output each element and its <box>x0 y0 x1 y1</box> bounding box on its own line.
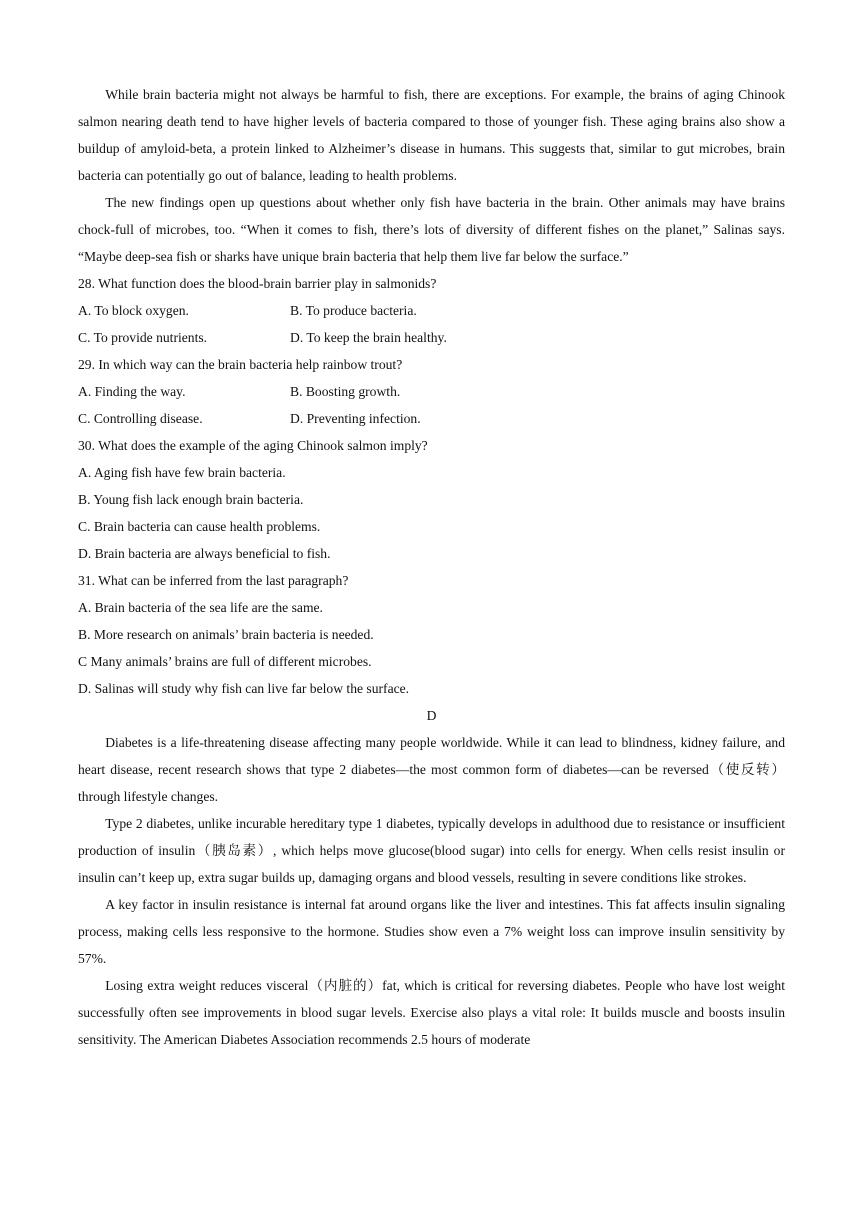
option-row <box>78 297 785 324</box>
option-d: D. Salinas will study why fish can live far below the surface. <box>78 681 410 696</box>
option-c: C. Brain bacteria can cause health problems. <box>78 519 321 534</box>
passage-c-paragraph-2: The new findings open up questions about whether only fish have bacteria in the brain. Other animals may have brains chock-full of microbes, too. “When it comes to fish, there’s lots of diversity of different fishes on the planet,” Salinas says. “Maybe deep-sea fish or sharks have unique brain bacteria that help them live far below the surface.” <box>78 195 785 264</box>
option-a: A. Aging fish have few brain bacteria. <box>78 465 286 480</box>
option-d: D. Preventing infection. <box>290 411 421 426</box>
question-stem: 30. What does the example of the aging Chinook salmon imply? <box>78 438 428 453</box>
document-page <box>78 81 785 1053</box>
option-row <box>78 378 785 405</box>
passage-d-paragraph-2: Type 2 diabetes, unlike incurable hereditary type 1 diabetes, typically develops in adulthood due to resistance or insufficient production of insulin（胰岛素）, which helps move glucose(blood sugar) into cells for energy. When cells resist insulin or insulin can’t keep up, extra sugar builds up, damaging organs and blood vessels, resulting in severe conditions like strokes. <box>78 816 785 885</box>
option-row <box>78 405 785 432</box>
question-stem: 31. What can be inferred from the last paragraph? <box>78 573 349 588</box>
question-31 <box>78 567 785 702</box>
section-heading-d: D <box>426 708 437 723</box>
option-row <box>78 324 785 351</box>
question-29 <box>78 351 785 432</box>
option-d: D. Brain bacteria are always beneficial to fish. <box>78 546 331 561</box>
question-stem: 28. What function does the blood-brain barrier play in salmonids? <box>78 276 437 291</box>
question-30 <box>78 432 785 567</box>
option-b: B. More research on animals’ brain bacteria is needed. <box>78 627 374 642</box>
passage-d-paragraph-3: A key factor in insulin resistance is internal fat around organs like the liver and intestines. This fat affects insulin signaling process, making cells less responsive to the hormone. Studies show even a 7% weight loss can improve insulin sensitivity by 57%. <box>78 897 785 966</box>
option-c: C Many animals’ brains are full of different microbes. <box>78 654 372 669</box>
question-28 <box>78 270 785 351</box>
option-c: C. To provide nutrients. <box>78 330 208 345</box>
option-a: A. To block oxygen. <box>78 303 189 318</box>
option-b: B. Boosting growth. <box>290 384 401 399</box>
option-b: B. Young fish lack enough brain bacteria. <box>78 492 304 507</box>
passage-d-paragraph-1: Diabetes is a life-threatening disease affecting many people worldwide. While it can lead to blindness, kidney failure, and heart disease, recent research shows that type 2 diabetes—the most common form of diabetes—can be reversed（使反转）through lifestyle changes. <box>78 735 785 804</box>
option-a: A. Finding the way. <box>78 384 186 399</box>
option-b: B. To produce bacteria. <box>290 303 417 318</box>
option-a: A. Brain bacteria of the sea life are the same. <box>78 600 323 615</box>
question-stem: 29. In which way can the brain bacteria help rainbow trout? <box>78 357 403 372</box>
option-d: D. To keep the brain healthy. <box>290 330 447 345</box>
option-c: C. Controlling disease. <box>78 411 203 426</box>
passage-c-paragraph-1: While brain bacteria might not always be harmful to fish, there are exceptions. For example, the brains of aging Chinook salmon nearing death tend to have higher levels of bacteria compared to those of younger fish. These aging brains also show a buildup of amyloid-beta, a protein linked to Alzheimer’s disease in humans. This suggests that, similar to gut microbes, brain bacteria can potentially go out of balance, leading to health problems. <box>78 87 785 183</box>
passage-d-paragraph-4: Losing extra weight reduces visceral（内脏的）fat, which is critical for reversing diabetes. People who have lost weight successfully often see improvements in blood sugar levels. Exercise also plays a vital role: It builds muscle and boosts insulin sensitivity. The American Diabetes Association recommends 2.5 hours of moderate <box>78 978 785 1047</box>
